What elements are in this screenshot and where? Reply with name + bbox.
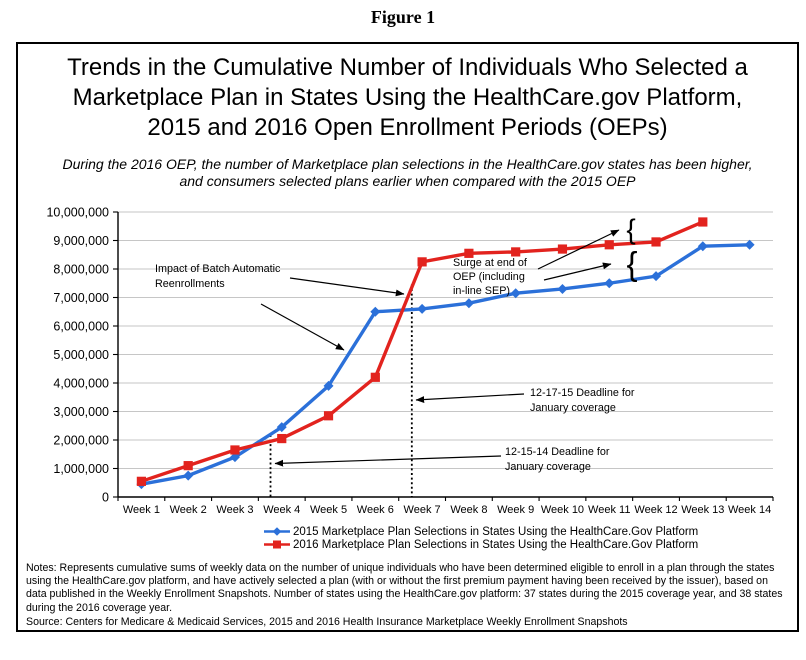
x-tick-label: Week 1 [122,504,160,516]
x-tick-label: Week 10 [540,504,585,516]
diamond-marker-icon [183,471,193,481]
annotation-batch: Reenrollments [155,278,225,290]
annotation-arrow [261,304,344,350]
annotation-surge: OEP (including [453,271,525,283]
diamond-marker-icon [604,278,614,288]
brace-icon: { [626,213,636,245]
diamond-marker-icon [557,284,567,294]
square-marker-icon [371,373,380,382]
square-marker-icon [511,247,520,256]
x-tick-label: Week 11 [588,504,631,516]
deadline-label: January coverage [505,461,591,473]
chart-title-line-3: 2015 and 2016 Open Enrollment Periods (OEPs) [147,114,668,141]
x-tick-label: Week 13 [681,504,725,516]
x-tick-label: Week 3 [216,504,254,516]
y-tick-label: 6,000,000 [53,319,109,334]
x-tick-label: Week 2 [169,504,207,516]
legend-item-2015 [264,525,698,538]
x-tick-label: Week 4 [263,504,301,516]
deadline-label: January coverage [530,402,616,414]
y-tick-label: 9,000,000 [53,234,109,248]
y-tick-label: 5,000,000 [53,348,109,362]
square-marker-icon [605,240,614,249]
y-tick-label: 10,000,000 [46,205,109,220]
square-marker-icon [264,539,290,550]
legend-label-2016: 2016 Marketplace Plan Selections in States Using the HealthCare.Gov Platform [293,538,699,551]
source-text: Source: Centers for Medicare & Medicaid Services, 2015 and 2016 Health Insurance Marketplace Weekly Enrollment Snapshots [26,616,628,628]
x-tick-label: Week 5 [309,504,348,516]
y-tick-label: 1,000,000 [53,462,109,476]
x-tick-label: Week 9 [497,504,535,516]
square-marker-icon [230,445,239,454]
legend-label-2015: 2015 Marketplace Plan Selections in States Using the HealthCare.Gov Platform [293,525,699,538]
square-marker-icon [277,434,286,443]
square-marker-icon [184,461,193,470]
annotation-arrow [290,278,404,294]
series-2016 [137,217,708,486]
diamond-marker-icon [464,298,474,308]
square-marker-icon [558,244,567,253]
legend [264,525,698,551]
y-tick-label: 7,000,000 [53,291,109,305]
annotation-surge: Surge at end of [453,257,527,269]
diamond-marker-icon [511,288,521,298]
chart-title-line-1: Trends in the Cumulative Number of Individuals Who Selected a [67,54,748,81]
square-marker-icon [324,411,333,420]
annotation-surge: in-line SEP) [453,285,511,297]
x-tick-label: Week 12 [634,504,678,516]
deadline-label: 12-15-14 Deadline for [505,446,610,458]
annotation-arrow [275,456,501,464]
square-marker-icon [418,257,427,266]
y-tick-label: 3,000,000 [53,405,109,419]
y-tick-label: 8,000,000 [53,262,109,277]
annotation-batch: Impact of Batch Automatic [155,263,281,275]
chart-title [18,53,797,143]
x-tick-label: Week 8 [450,504,488,516]
square-marker-icon [651,237,660,246]
x-tick-label: Week 7 [403,504,441,516]
y-tick-label: 2,000,000 [53,433,109,448]
diamond-marker-icon [745,240,755,250]
annotation-arrow [544,264,611,280]
figure-label: Figure 1 [370,7,436,27]
square-marker-icon [137,477,146,486]
notes-text: Notes: Represents cumulative sums of weekly data on the number of unique individuals who have been determined eligible to enroll in a plan through the states using the HealthCare.gov platform, and have actively selected a plan (with or without the first premium payment having been received by the issuer), based on data published in the Weekly Enrollment Snapshots. Number of states using the HealthCare.gov platform: 37 states during the 2015 coverage year, and 38 states during the 2016 coverage year. [26,562,783,614]
deadline-label: 12-17-15 Deadline for [530,387,635,399]
square-marker-icon [698,217,707,226]
diamond-marker-icon [417,304,427,314]
y-tick-label: 4,000,000 [53,376,109,391]
x-tick-label: Week 14 [727,504,772,516]
legend-item-2016 [264,538,698,551]
chart-subtitle-line-2: and consumers selected plans earlier when compared with the 2015 OEP [179,173,636,189]
chart-svg [18,204,797,539]
diamond-marker-icon [264,526,290,537]
brace-icon: { [626,245,638,282]
figure-box [16,42,799,632]
y-tick-label: 0 [102,490,109,505]
x-tick-label: Week 6 [356,504,394,516]
annotation-arrow [416,394,524,400]
chart-subtitle-line-1: During the 2016 OEP, the number of Marketplace plan selections in the HealthCare.gov states has been higher, [62,156,753,172]
chart-subtitle [18,156,797,190]
chart-title-line-2: Marketplace Plan in States Using the HealthCare.gov Platform, [72,84,743,111]
